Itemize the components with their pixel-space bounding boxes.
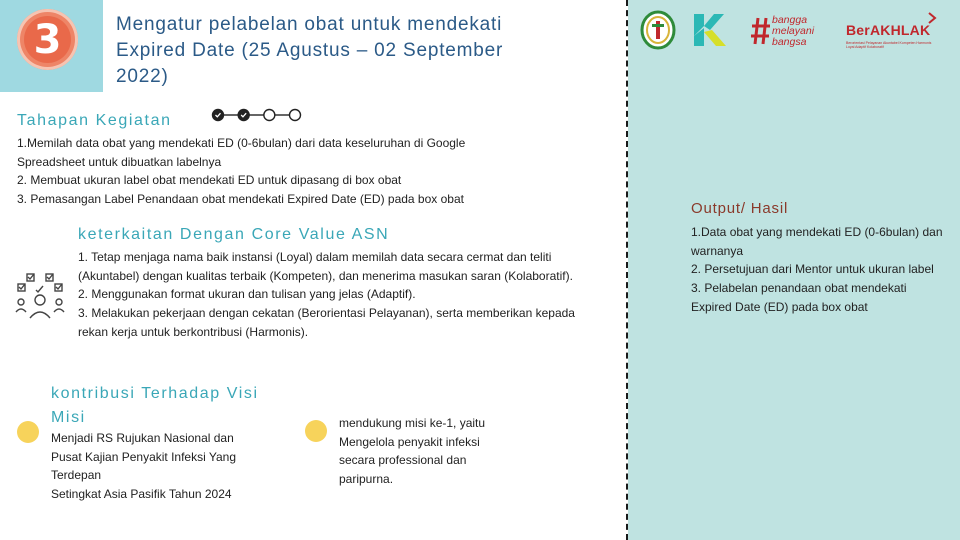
visi-text: [51, 429, 291, 504]
misi-text: [339, 414, 539, 489]
misi-bullet-dot: [305, 420, 327, 442]
misi-line: paripurna.: [339, 472, 394, 487]
berakhlak-title: BerAKHLAK: [846, 22, 931, 38]
visi-line: Terdepan: [51, 468, 102, 483]
team-checklist-icon: [14, 270, 66, 322]
bangga-line: bangga: [772, 14, 808, 26]
output-item: 2. Persetujuan dari Mentor untuk ukuran label: [691, 262, 934, 277]
berakhlak-tagline: Berorientasi Pelayanan Akuntabel Kompeten Harmonis Loyal Adaptif Kolaboratif: [846, 41, 932, 49]
core-value-item: 3. Melakukan pekerjaan dengan cekatan (Berorientasi Pelayanan), serta memberikan kepada rekan kerja untuk berkontribusi (Harmonis).: [78, 306, 575, 339]
output-item: 3. Pelabelan penandaan obat mendekati Expired Date (ED) pada box obat: [691, 281, 907, 314]
tahapan-item: 2. Membuat ukuran label obat mendekati ED untuk dipasang di box obat: [17, 173, 402, 188]
misi-line: Mengelola penyakit infeksi: [339, 434, 480, 449]
page-title: Mengatur pelabelan obat untuk mendekati Expired Date (25 Agustus – 02 September 2022): [116, 14, 504, 87]
visi-line: Pusat Kajian Penyakit Infeksi Yang: [51, 449, 237, 464]
kemenkes-logo: [690, 10, 728, 50]
berakhlak-logo: [846, 14, 940, 48]
bangga-line: bangsa: [772, 36, 807, 48]
misi-line: secara professional dan: [339, 453, 467, 468]
output-list: [691, 223, 949, 317]
core-value-item: 1. Tetap menjaga nama baik instansi (Loyal) dalam memilah data secara cermat dan teliti (Akuntabel) dengan kualitas terbaik (Kompeten), dan menerima masukan saran (Kolaboratif).: [78, 250, 573, 283]
step-complete-dot: [238, 110, 249, 121]
output-item: 1.Data obat yang mendekati ED (0-6bulan) dan warnanya: [691, 225, 943, 258]
tahapan-list: [17, 134, 527, 209]
output-heading: Output/ Hasil: [691, 200, 789, 217]
visi-line: Setingkat Asia Pasifik Tahun 2024: [51, 487, 232, 502]
visi-line: Menjadi RS Rujukan Nasional dan: [51, 431, 234, 445]
bangga-melayani-bangsa-logo: [750, 14, 832, 48]
hospital-emblem-logo: [640, 10, 676, 50]
step-number-badge: [17, 9, 78, 70]
tahapan-item: 3. Pemasangan Label Penandaan obat mendekati Expired Date (ED) pada box obat: [17, 192, 464, 207]
step-pending-dot: [290, 110, 301, 121]
bangga-line: melayani: [772, 25, 815, 37]
kontribusi-heading: kontribusi Terhadap Visi Misi: [51, 385, 259, 426]
tahapan-item: 1.Memilah data obat yang mendekati ED (0-6bulan) dari data keseluruhan di Google Spreadsheet untuk dibuatkan labelnya: [17, 136, 466, 169]
dashed-divider: [626, 0, 628, 540]
core-value-heading: keterkaitan Dengan Core Value ASN: [78, 226, 390, 243]
step-pending-dot: [264, 110, 275, 121]
tahapan-heading: Tahapan Kegiatan: [17, 112, 172, 129]
core-value-list: [78, 248, 608, 342]
step-complete-dot: [213, 110, 224, 121]
core-value-item: 2. Menggunakan format ukuran dan tulisan yang jelas (Adaptif).: [78, 287, 416, 302]
visi-bullet-dot: [17, 421, 39, 443]
hashtag-icon: [750, 16, 772, 46]
step-number: 3: [24, 16, 71, 63]
misi-line: mendukung misi ke-1, yaitu: [339, 416, 486, 430]
progress-stepper: [211, 107, 303, 123]
